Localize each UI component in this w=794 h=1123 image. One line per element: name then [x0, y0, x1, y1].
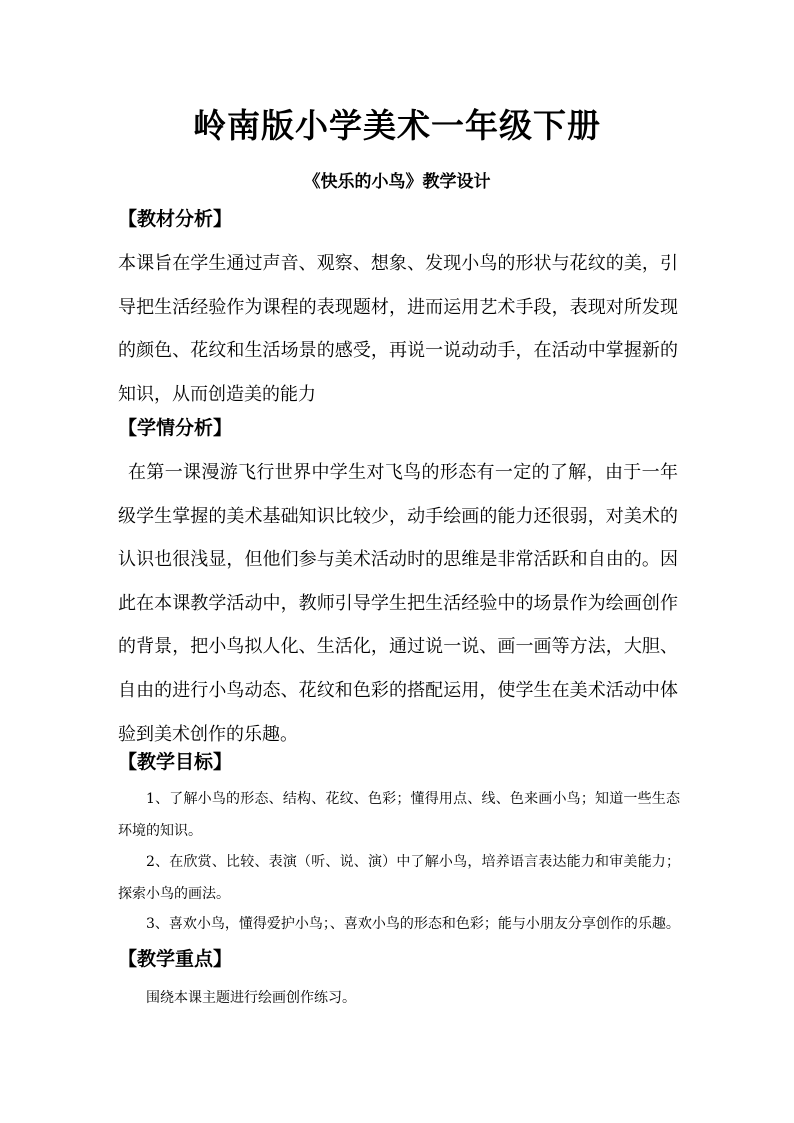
document-title: 岭南版小学美术一年级下册 — [193, 106, 601, 145]
section-heading-objectives: 【教学目标】 — [118, 751, 233, 773]
section-text-material: 本课旨在学生通过声音、观察、想象、发现小鸟的形状与花纹的美，引导把生活经验作为课程的表现题材，进而运用艺术手段，表现对所发现的颜色、花纹和生活场景的感受，再说一说动动手，在活动中掌握新的知识，从而创造美的能力 — [118, 253, 678, 405]
section-text-students: 在第一课漫游飞行世界中学生对飞鸟的形态有一定的了解，由于一年级学生掌握的美术基础知识比较少，动手绘画的能力还很弱，对美术的认识也很浅显，但他们参与美术活动时的思维是非常活跃和自由的。因此在本课教学活动中，教师引导学生把生活经验中的场景作为绘画创作的背景，把小鸟拟人化、生活化，通过说一说、画一画等方法，大胆、自由的进行小鸟动态、花纹和色彩的搭配运用，使学生在美术活动中体验到美术创作的乐趣。 — [118, 462, 678, 745]
objective-item-1: 1、了解小鸟的形态、结构、花纹、色彩；懂得用点、线、色来画小鸟；知道一些生态环境的知识。 — [118, 791, 680, 839]
objective-item-2: 2、在欣赏、比较、表演（听、说、演）中了解小鸟，培养语言表达能力和审美能力；探索小鸟的画法。 — [118, 854, 680, 902]
section-heading-material: 【教材分析】 — [118, 208, 233, 230]
objective-item-3: 3、喜欢小鸟，懂得爱护小鸟；、喜欢小鸟的形态和色彩；能与小朋友分享创作的乐趣。 — [146, 916, 680, 932]
section-heading-focus: 【教学重点】 — [118, 948, 233, 970]
section-text-focus: 围绕本课主题进行绘画创作练习。 — [146, 990, 356, 1006]
document-subtitle: 《快乐的小鸟》教学设计 — [303, 172, 491, 192]
section-heading-students: 【学情分析】 — [118, 417, 233, 439]
